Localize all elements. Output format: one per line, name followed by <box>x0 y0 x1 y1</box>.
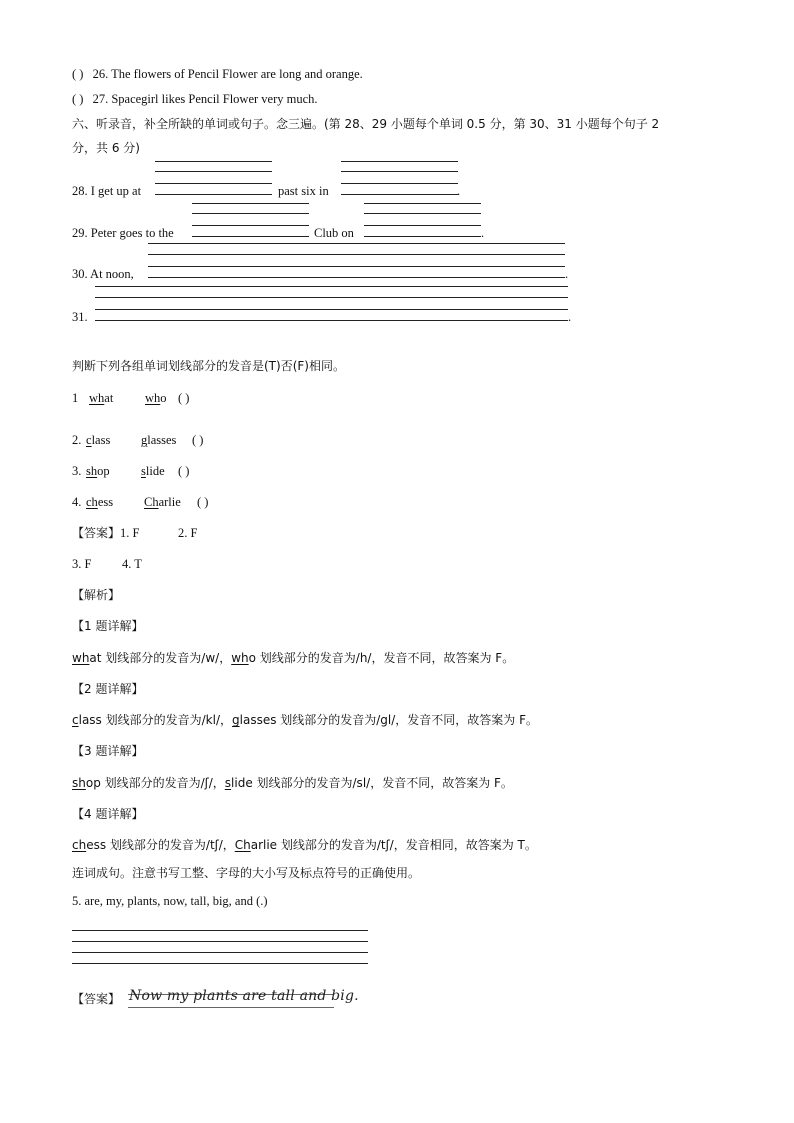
phonics-item <box>72 494 209 510</box>
question-26 <box>72 66 363 82</box>
writing-line[interactable] <box>72 941 368 942</box>
writing-line[interactable] <box>364 236 481 237</box>
writing-line[interactable] <box>364 225 481 226</box>
period: . <box>568 310 572 324</box>
underlined-letters: sh <box>72 776 86 790</box>
writing-line[interactable] <box>72 930 368 931</box>
question-28-middle: past six in <box>278 184 329 198</box>
word-rest: at <box>104 391 114 405</box>
writing-line[interactable] <box>148 277 565 278</box>
answer-paren: ( ) <box>72 67 84 81</box>
word-rest: ess <box>86 838 107 852</box>
writing-line[interactable] <box>341 171 458 172</box>
detail-text <box>72 712 538 728</box>
writing-line[interactable] <box>364 213 481 214</box>
item-number: 4. <box>72 495 82 509</box>
word-rest: ess <box>97 495 114 509</box>
item-number: 3. <box>72 464 82 478</box>
answer-paren: ( ) <box>178 391 190 405</box>
explanation: 划线部分的发音为/tʃ/，发音相同，故答案为 T。 <box>277 838 537 852</box>
writing-line[interactable] <box>72 952 368 953</box>
explanation: 划线部分的发音为/ʃ/， <box>100 776 225 790</box>
underlined-letters: wh <box>231 651 249 665</box>
question-29-middle: Club on <box>314 226 354 240</box>
writing-line[interactable] <box>155 161 272 162</box>
writing-line[interactable] <box>148 266 565 267</box>
underlined-letters: wh <box>145 391 161 405</box>
question-29-prefix: 29. Peter goes to the <box>72 226 174 240</box>
underlined-letters: s <box>224 776 232 790</box>
word-rest: lasses <box>239 713 277 727</box>
underlined-letters: Ch <box>234 838 251 852</box>
underlined-letters: g <box>141 433 148 447</box>
writing-line[interactable] <box>341 183 458 184</box>
answer-value: 3. F <box>72 557 92 571</box>
explanation: 划线部分的发音为/gl/，发音不同，故答案为 F。 <box>276 713 539 727</box>
answer-tag: 【答案】 <box>72 992 121 1006</box>
writing-line[interactable] <box>192 236 309 237</box>
explanation: 划线部分的发音为/kl/， <box>101 713 232 727</box>
writing-line[interactable] <box>341 161 458 162</box>
detail-text <box>72 775 513 791</box>
explanation: 划线部分的发音为/sl/，发音不同，故答案为 F。 <box>252 776 513 790</box>
phonics-item <box>72 463 190 479</box>
explanation: 划线部分的发音为/h/，发音不同，故答案为 F。 <box>255 651 515 665</box>
underlined-letters: wh <box>72 651 90 665</box>
writing-line[interactable] <box>364 203 481 204</box>
answer-paren: ( ) <box>197 495 209 509</box>
writing-line[interactable] <box>341 194 458 195</box>
word-rest: o <box>160 391 167 405</box>
question-31-prefix: 31. <box>72 310 88 324</box>
writing-line[interactable] <box>192 203 309 204</box>
underlined-letters: ch <box>72 838 87 852</box>
answer-line <box>72 525 198 541</box>
rearrange-instruction: 连词成句。注意书写工整、字母的大小写及标点符号的正确使用。 <box>72 866 421 880</box>
section-6-heading-cont: 分，共 6 分) <box>72 141 140 155</box>
analysis-tag: 【解析】 <box>72 588 121 602</box>
word-rest: at <box>89 651 102 665</box>
answer-value: 2. F <box>178 526 198 540</box>
word-rest: lide <box>231 776 253 790</box>
word-rest: lide <box>145 464 165 478</box>
period: . <box>457 184 461 198</box>
section-6-heading: 六、听录音，补全所缺的单词或句子。念三遍。(第 28、29 小题每个单词 0.5 分，第 30、31 小题每个句子 2 <box>72 117 660 131</box>
question-text: 27. Spacegirl likes Pencil Flower very much. <box>92 92 318 106</box>
explanation: 划线部分的发音为/tʃ/， <box>106 838 235 852</box>
answer-paren: ( ) <box>72 92 84 106</box>
answer-paren: ( ) <box>192 433 204 447</box>
word-rest: o <box>248 651 256 665</box>
word-rest: lass <box>78 713 102 727</box>
writing-line[interactable] <box>148 243 565 244</box>
writing-line[interactable] <box>155 171 272 172</box>
phonics-item <box>72 432 204 448</box>
handwriting-line <box>128 1007 334 1008</box>
detail-text <box>72 837 537 853</box>
underlined-letters: wh <box>89 391 105 405</box>
word-rest: op <box>97 464 110 478</box>
phonics-instruction: 判断下列各组单词划线部分的发音是(T)否(F)相同。 <box>72 359 345 373</box>
writing-line[interactable] <box>72 963 368 964</box>
writing-line[interactable] <box>95 297 568 298</box>
phonics-item <box>72 390 190 406</box>
answer-value: 4. T <box>122 557 142 571</box>
answer-value: 1. F <box>120 526 140 540</box>
explanation: 划线部分的发音为/w/， <box>101 651 232 665</box>
underlined-letters: c <box>72 713 79 727</box>
detail-text <box>72 650 514 666</box>
word-rest: arlie <box>250 838 278 852</box>
writing-line[interactable] <box>192 213 309 214</box>
period: . <box>481 226 485 240</box>
word-rest: op <box>85 776 101 790</box>
detail-tag: 【1 题详解】 <box>72 619 144 633</box>
writing-line[interactable] <box>95 286 568 287</box>
answer-tag: 【答案】 <box>72 526 121 540</box>
word-rest: lass <box>91 433 111 447</box>
detail-tag: 【3 题详解】 <box>72 744 144 758</box>
question-28-prefix: 28. I get up at <box>72 184 142 198</box>
writing-line[interactable] <box>95 309 568 310</box>
detail-tag: 【2 题详解】 <box>72 682 144 696</box>
word-rest: arlie <box>158 495 181 509</box>
writing-line[interactable] <box>148 254 565 255</box>
question-5: 5. are, my, plants, now, tall, big, and (.) <box>72 894 268 908</box>
underlined-letters: ch <box>86 495 98 509</box>
handwritten-answer: Now my plants are tall and big. <box>129 988 359 1004</box>
detail-tag: 【4 题详解】 <box>72 807 144 821</box>
writing-line[interactable] <box>155 183 272 184</box>
answer-paren: ( ) <box>178 464 190 478</box>
word-rest: lasses <box>147 433 177 447</box>
item-number: 1 <box>72 391 79 405</box>
question-text: 26. The flowers of Pencil Flower are long and orange. <box>92 67 363 81</box>
underlined-letters: s <box>141 464 146 478</box>
question-30-prefix: 30. At noon, <box>72 267 134 281</box>
writing-line[interactable] <box>192 225 309 226</box>
underlined-letters: g <box>232 713 240 727</box>
underlined-letters: c <box>86 433 92 447</box>
period: . <box>565 267 569 281</box>
underlined-letters: Ch <box>144 495 159 509</box>
underlined-letters: sh <box>86 464 98 478</box>
answer-line <box>72 556 142 572</box>
question-27 <box>72 91 318 107</box>
item-number: 2. <box>72 433 82 447</box>
writing-line[interactable] <box>155 194 272 195</box>
writing-line[interactable] <box>95 320 568 321</box>
